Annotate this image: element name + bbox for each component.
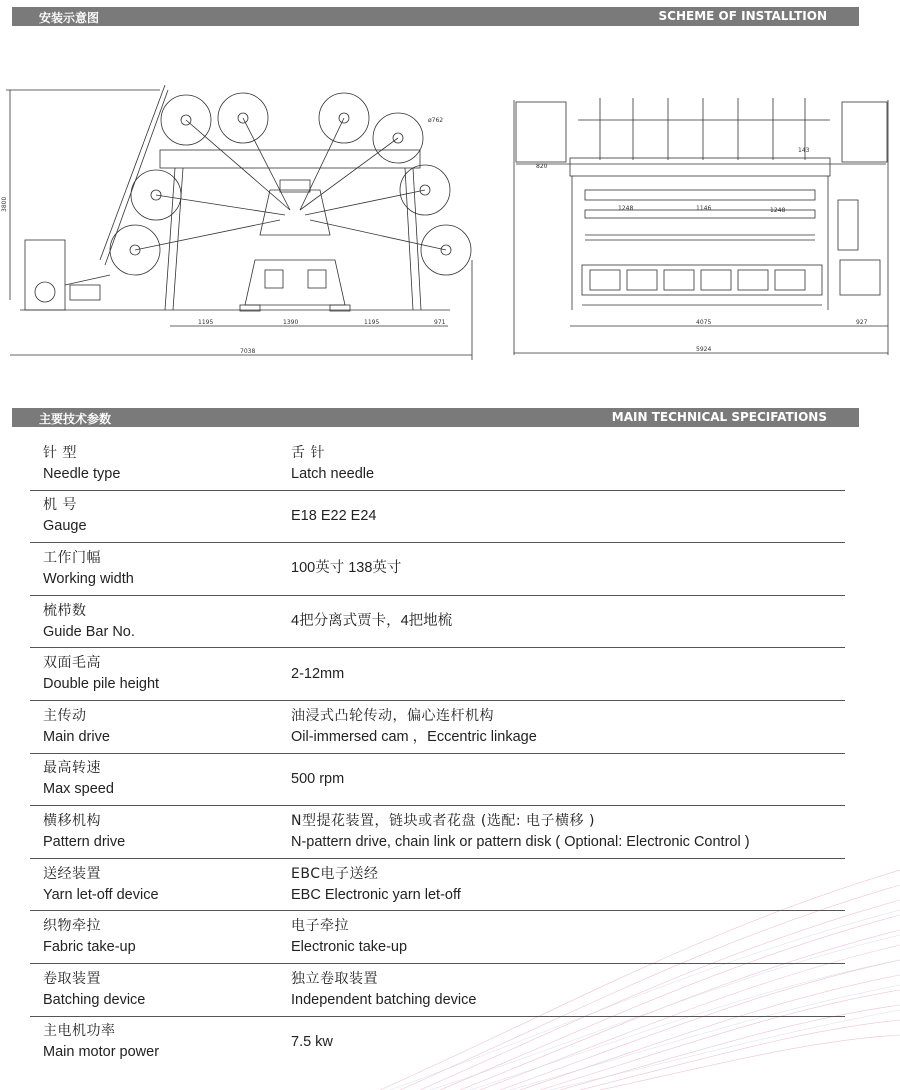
spec-name-zh: 主传动: [43, 707, 87, 724]
dim-971: 971: [434, 319, 446, 326]
spec-value-zh: EBC电子送经: [291, 865, 379, 882]
spec-name-zh: 横移机构: [43, 812, 101, 829]
spec-value: [291, 648, 841, 700]
spec-value-en: 500 rpm: [291, 770, 345, 787]
spec-name: [43, 438, 283, 490]
spec-name-zh: 双面毛高: [43, 655, 101, 672]
section-title-en: SCHEME OF INSTALLTION: [658, 9, 827, 23]
spec-name-en: Working width: [43, 570, 134, 587]
dim-1195-a: 1195: [198, 319, 214, 326]
spec-name: [43, 859, 283, 911]
dim-3800: 3800: [1, 196, 8, 212]
spec-row: [30, 964, 845, 1017]
spec-value: [291, 596, 841, 648]
section-header-installation: [12, 7, 859, 26]
spec-value: [291, 1017, 841, 1069]
section-header-specs: [12, 408, 859, 427]
dim-5924: 5924: [696, 346, 712, 353]
dim-1390: 1390: [283, 319, 299, 326]
spec-value: [291, 859, 841, 911]
dim-7038: 7038: [240, 348, 256, 355]
spec-name: [43, 648, 283, 700]
dim-4075: 4075: [696, 319, 712, 326]
spec-row: [30, 596, 845, 649]
spec-value-en: Oil-immersed cam ，Eccentric linkage: [291, 728, 537, 745]
spec-name: [43, 1017, 283, 1069]
spec-name-en: Guide Bar No.: [43, 623, 135, 640]
spec-row: [30, 806, 845, 859]
dim-1248-a: 1248: [618, 205, 634, 212]
section-title-zh: 安装示意图: [39, 11, 100, 25]
dim-1195-b: 1195: [364, 319, 380, 326]
spec-value-zh: 舌 针: [291, 444, 325, 461]
spec-value-zh: 电子牵拉: [291, 918, 349, 935]
spec-name: [43, 491, 283, 543]
spec-name-en: Double pile height: [43, 676, 160, 693]
spec-value: [291, 701, 841, 753]
spec-value: [291, 754, 841, 806]
spec-name: [43, 543, 283, 595]
spec-value-en: 2-12mm: [291, 665, 345, 682]
spec-value-en: E18 E22 E24: [291, 507, 377, 524]
spec-value-en: 100英寸 138英寸: [291, 560, 402, 577]
spec-name-en: Batching device: [43, 991, 146, 1008]
specs-title-zh: 主要技术参数: [39, 412, 112, 426]
dim-820: 820: [536, 163, 548, 170]
installation-drawing: [0, 60, 900, 370]
spec-name-zh: 卷取装置: [43, 970, 101, 987]
spec-name-zh: 送经装置: [43, 865, 101, 882]
specs-title-en: MAIN TECHNICAL SPECIFATIONS: [611, 410, 827, 424]
spec-value-zh: 油浸式凸轮传动，偏心连杆机构: [291, 707, 494, 724]
spec-name-en: Gauge: [43, 518, 87, 535]
dim-927: 927: [856, 319, 868, 326]
dim-1248-b: 1248: [770, 207, 786, 214]
spec-row: [30, 438, 845, 491]
front-view-dimensions: [536, 147, 868, 353]
spec-name-zh: 机 号: [43, 497, 77, 514]
spec-value: [291, 964, 841, 1016]
spec-value-en: Electronic take-up: [291, 939, 408, 956]
spec-name-en: Needle type: [43, 465, 121, 482]
spec-row: [30, 859, 845, 912]
spec-value-en: Latch needle: [291, 465, 375, 482]
spec-name: [43, 964, 283, 1016]
spec-value-en: EBC Electronic yarn let-off: [291, 886, 461, 903]
spec-name-en: Max speed: [43, 781, 114, 798]
spec-value: [291, 911, 841, 963]
spec-value-en: 7.5 kw: [291, 1033, 333, 1050]
spec-value: [291, 438, 841, 490]
spec-value-en: N-pattern drive, chain link or pattern disk ( Optional: Electronic Control ): [291, 833, 750, 850]
specs-table: [30, 438, 845, 1068]
spec-name-en: Main motor power: [43, 1044, 160, 1061]
spec-row: [30, 754, 845, 807]
spec-value: [291, 543, 841, 595]
spec-name-zh: 工作门幅: [43, 549, 101, 566]
spec-value-zh: N型提花装置，链块或者花盘 (选配: 电子横移 ): [291, 812, 595, 829]
spec-value-en: 4把分离式贾卡，4把地梳: [291, 613, 453, 630]
spec-row: [30, 1017, 845, 1069]
spec-name-zh: 织物牵拉: [43, 918, 101, 935]
spec-row: [30, 701, 845, 754]
spec-name-en: Yarn let-off device: [43, 886, 159, 903]
dim-143: 143: [798, 147, 810, 154]
spec-name-zh: 针 型: [43, 444, 77, 461]
spec-row: [30, 648, 845, 701]
spec-name: [43, 806, 283, 858]
spec-name: [43, 754, 283, 806]
front-view-drawing: [500, 60, 900, 370]
spec-name-zh: 主电机功率: [43, 1023, 116, 1040]
dim-diameter-762: ø762: [428, 117, 444, 124]
spec-value-zh: 独立卷取装置: [291, 970, 378, 987]
spec-name-en: Main drive: [43, 728, 110, 745]
spec-value: [291, 491, 841, 543]
side-view-drawing: [0, 60, 480, 370]
spec-value-en: Independent batching device: [291, 991, 477, 1008]
spec-name-en: Fabric take-up: [43, 939, 136, 956]
spec-name-zh: 梳栉数: [43, 602, 87, 619]
spec-name: [43, 596, 283, 648]
spec-row: [30, 543, 845, 596]
spec-name-en: Pattern drive: [43, 833, 126, 850]
spec-name: [43, 911, 283, 963]
spec-row: [30, 491, 845, 544]
spec-row: [30, 911, 845, 964]
spec-value: [291, 806, 841, 858]
spec-name-zh: 最高转速: [43, 760, 101, 777]
dim-1146: 1146: [696, 205, 712, 212]
spec-name: [43, 701, 283, 753]
